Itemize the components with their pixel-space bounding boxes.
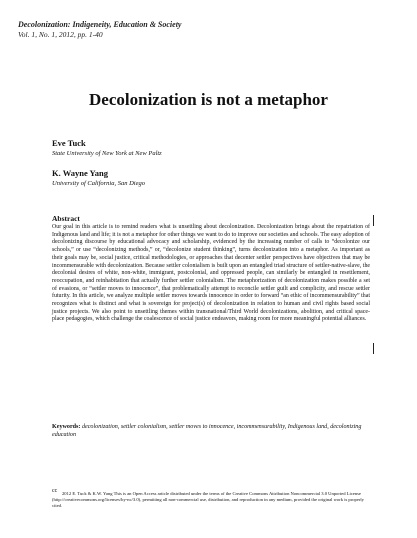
keywords: [52, 423, 370, 439]
journal-name: Decolonization: Indigeneity, Education & Society: [18, 20, 182, 29]
author-name: K. Wayne Yang: [52, 168, 108, 178]
keywords-label: Keywords:: [52, 424, 81, 430]
text-cursor-mark: [373, 343, 374, 354]
creative-commons-icon: cc: [52, 488, 58, 494]
license-text: 2012 E. Tuck & K.W. Yang This is an Open Access article distributed under the terms of the Creative Commons Attribution Noncommercial 3.0 Unported License (http://creativecommons.org/licenses/by-nc/3.0), permitting all non-commercial use, distribution, and reproduction in any medium, provided the original work is properly cited.: [52, 491, 364, 509]
author-name: Eve Tuck: [52, 138, 86, 148]
abstract-heading: Abstract: [52, 214, 80, 223]
keywords-text: decolonization, settler colonialism, settler moves to innocence, incommensurability, Indigenous land, decolonizing education: [52, 424, 362, 438]
text-cursor-mark: [373, 215, 374, 226]
abstract-text: Our goal in this article is to remind readers what is unsettling about decolonization. Decolonization brings about the repatriation of Indigenous land and life; it is not a metaphor for other things we want to do to improve our societies and schools. The easy adoption of decolonizing discourse by educational advocacy and scholarship, evidenced by the increasing number of calls to “decolonize our schools,” or use “decolonizing methods,” or, “decolonize student thinking”, turns decolonization into a metaphor. As important as their goals may be, social justice, critical methodologies, or approaches that decenter settler perspectives have objectives that may be incommensurable with decolonization. Because settler colonialism is built upon an entangled triad structure of settler-native-slave, the decolonial desires of white, non-white, immigrant, postcolonial, and oppressed people, can similarly be entangled in resettlement, reoccupation, and reinhabitation that actually further settler colonialism. The metaphorization of decolonization makes possible a set of evasions, or “settler moves to innocence”, that problematically attempt to reconcile settler guilt and complicity, and rescue settler futurity. In this article, we analyze multiple settler moves towards innocence in order to forward “an ethic of incommensurability” that recognizes what is distinct and what is sovereign for project(s) of decolonization in relation to human and civil rights based social justice projects. We also point to unsettling themes within transnational/Third World decolonizations, abolition, and critical space-place pedagogies, which challenge the coalescence of social justice endeavors, making room for more meaningful potential alliances.: [52, 224, 370, 323]
author-affiliation: State University of New York at New Paltz: [52, 150, 162, 157]
journal-volume: Vol. 1, No. 1, 2012, pp. 1-40: [18, 30, 103, 39]
journal-header: [18, 20, 181, 40]
article-title: Decolonization is not a metaphor: [89, 90, 328, 109]
author-affiliation: University of California, San Diego: [52, 180, 145, 187]
